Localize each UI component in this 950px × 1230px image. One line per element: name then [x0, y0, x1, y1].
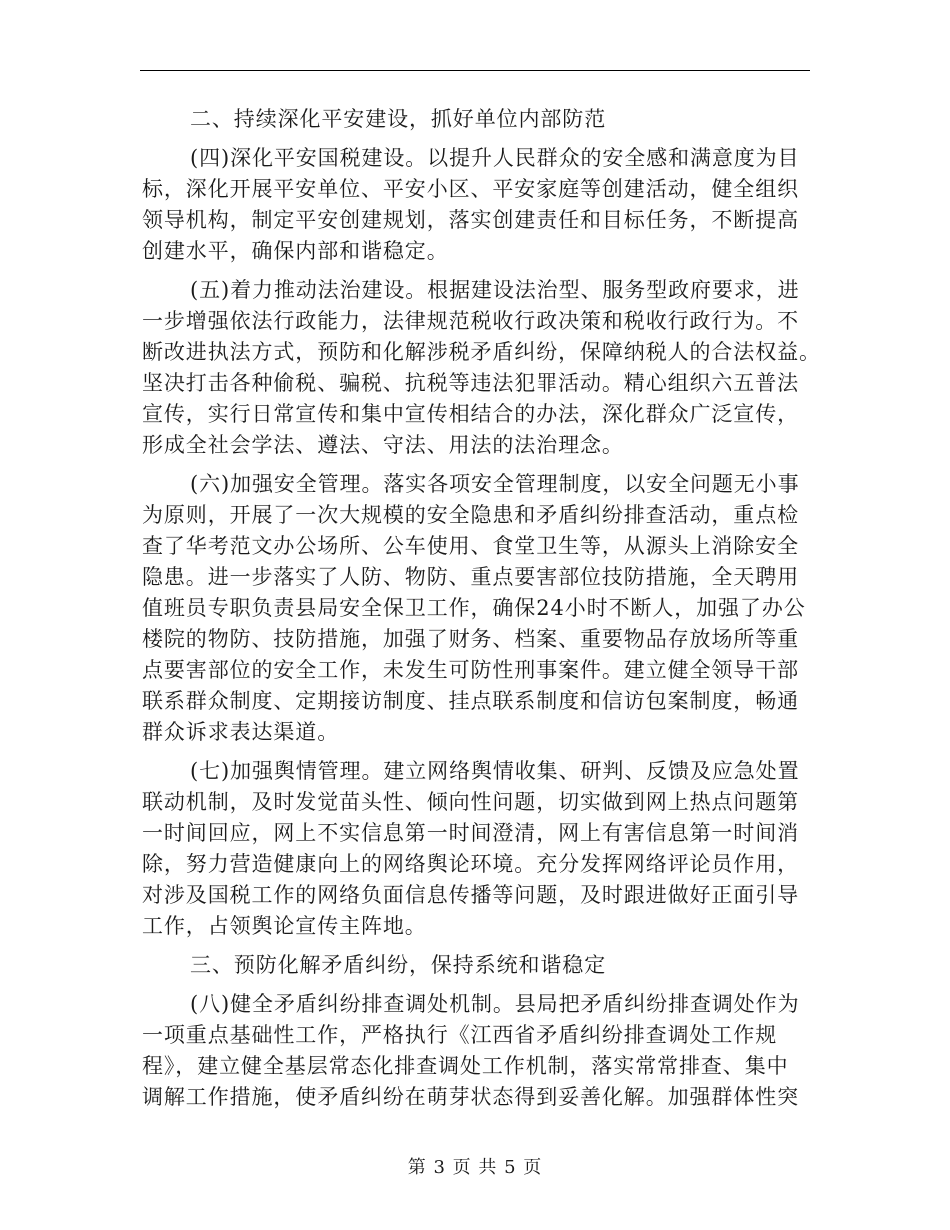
paragraph [142, 143, 814, 267]
text-line: (四)深化平安国税建设。以提升人民群众的安全感和满意度为目 [190, 146, 800, 170]
text-line: 工作，占领舆论宣传主阵地。 [142, 914, 427, 938]
text-line: 群众诉求表达渠道。 [142, 720, 340, 744]
text-line: 联系群众制度、定期接访制度、挂点联系制度和信访包案制度，畅通 [142, 689, 799, 713]
page-footer: 第 3 页 共 5 页 [407, 1157, 543, 1178]
text-line: 领导机构，制定平安创建规划，落实创建责任和目标任务，不断提高 [142, 208, 799, 232]
text-line: 点要害部位的安全工作，未发生可防性刑事案件。建立健全领导干部 [142, 658, 799, 682]
text-line: 联动机制，及时发觉苗头性、倾向性问题，切实做到网上热点问题第 [142, 790, 799, 814]
text-line: 除，努力营造健康向上的网络舆论环境。充分发挥网络评论员作用， [142, 852, 799, 876]
header-rule [140, 70, 810, 71]
text-line: 查了华考范文办公场所、公车使用、食堂卫生等，从源头上消除安全 [142, 534, 799, 558]
text-line: 调解工作措施，使矛盾纠纷在萌芽状态得到妥善化解。加强群体性突 [142, 1085, 799, 1109]
text-line: 二、持续深化平安建设，抓好单位内部防范 [190, 107, 607, 131]
paragraph [142, 950, 814, 981]
text-line: 三、预防化解矛盾纠纷，保持系统和谐稳定 [190, 953, 607, 977]
text-line: 楼院的物防、技防措施，加强了财务、档案、重要物品存放场所等重 [142, 627, 799, 651]
text-line: 坚决打击各种偷税、骗税、抗税等违法犯罪活动。精心组织六五普法 [142, 371, 799, 395]
text-line: 值班员专职负责县局安全保卫工作，确保24小时不断人，加强了办公 [142, 596, 806, 620]
document-body [142, 104, 821, 1113]
text-line: 程》，建立健全基层常态化排查调处工作机制，落实常常排查、集中 [142, 1054, 789, 1078]
text-line: 一时间回应，网上不实信息第一时间澄清，网上有害信息第一时间消 [142, 821, 799, 845]
text-line: (六)加强安全管理。落实各项安全管理制度，以安全问题无小事 [190, 472, 800, 496]
text-line: (五)着力推动法治建设。根据建设法治型、服务型政府要求，进 [190, 278, 800, 302]
text-line: 宣传，实行日常宣传和集中宣传相结合的办法，深化群众广泛宣传， [142, 402, 799, 426]
paragraph [142, 756, 814, 942]
text-line: (八)健全矛盾纠纷排查调处机制。县局把矛盾纠纷排查调处作为 [190, 992, 800, 1016]
text-line: 一步增强依法行政能力，法律规范税收行政决策和税收行政行为。不 [142, 309, 799, 333]
text-line: (七)加强舆情管理。建立网络舆情收集、研判、反馈及应急处置 [190, 759, 800, 783]
text-line: 形成全社会学法、遵法、守法、用法的法治理念。 [142, 433, 624, 457]
paragraph [142, 469, 814, 748]
text-line: 为原则，开展了一次大规模的安全隐患和矛盾纠纷排查活动，重点检 [142, 503, 799, 527]
paragraph [142, 275, 821, 461]
text-line: 隐患。进一步落实了人防、物防、重点要害部位技防措施，全天聘用 [142, 565, 799, 589]
text-line: 断改进执法方式，预防和化解涉税矛盾纠纷，保障纳税人的合法权益。 [142, 340, 821, 364]
text-line: 一项重点基础性工作，严格执行《江西省矛盾纠纷排查调处工作规 [142, 1023, 778, 1047]
text-line: 创建水平，确保内部和谐稳定。 [142, 239, 449, 263]
paragraph [142, 104, 814, 135]
text-line: 标，深化开展平安单位、平安小区、平安家庭等创建活动，健全组织 [142, 177, 799, 201]
text-line: 对涉及国税工作的网络负面信息传播等问题，及时跟进做好正面引导 [142, 883, 799, 907]
paragraph [142, 989, 814, 1113]
